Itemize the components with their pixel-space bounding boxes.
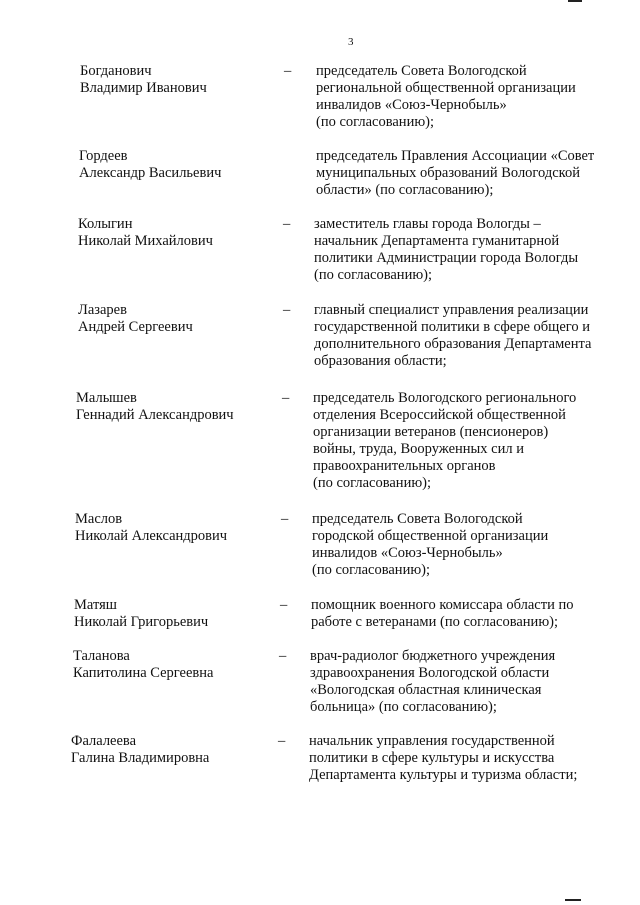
member-role-line: дополнительного образования Департамента: [314, 336, 592, 352]
member-role-line: председатель Правления Ассоциации «Совет: [316, 148, 595, 164]
member-role-line: (по согласованию);: [312, 562, 431, 578]
member-role-line: председатель Совета Вологодской: [316, 63, 527, 79]
member-role-line: помощник военного комиссара области по: [311, 597, 574, 613]
member-role-line: здравоохранения Вологодской области: [310, 665, 550, 681]
member-name-line: Николай Михайлович: [78, 233, 213, 249]
member-role-line: «Вологодская областная клиническая: [310, 682, 542, 698]
separator-dash: –: [279, 648, 287, 664]
separator-dash: –: [281, 511, 289, 527]
member-role-line: государственной политики в сфере общего и: [314, 319, 590, 335]
separator-dash: –: [278, 733, 286, 749]
member-name-line: Матяш: [74, 597, 117, 613]
member-role-line: инвалидов «Союз-Чернобыль»: [312, 545, 503, 561]
member-name-line: Богданович: [80, 63, 152, 79]
member-name-line: Колыгин: [78, 216, 133, 232]
member-role-line: (по согласованию);: [316, 114, 435, 130]
member-role-line: начальник управления государственной: [309, 733, 555, 749]
member-role: [316, 63, 616, 131]
member-role-line: инвалидов «Союз-Чернобыль»: [316, 97, 507, 113]
member-role-line: войны, труда, Вооруженных сил и: [313, 441, 524, 457]
member-name-line: Таланова: [73, 648, 130, 664]
member-name: [71, 733, 271, 767]
member-role: [314, 302, 614, 370]
member-role-line: организации ветеранов (пенсионеров): [313, 424, 549, 440]
member-role-line: политики Администрации города Вологды: [314, 250, 579, 266]
member-role-line: образования области;: [314, 353, 447, 369]
member-role-line: начальник Департамента гуманитарной: [314, 233, 560, 249]
member-role-line: правоохранительных органов: [313, 458, 496, 474]
member-role-line: Департамента культуры и туризма области;: [309, 767, 578, 783]
member-role: [309, 733, 609, 784]
member-role-line: муниципальных образований Вологодской: [316, 165, 580, 181]
member-name-line: Николай Григорьевич: [74, 614, 209, 630]
separator-dash: –: [282, 390, 290, 406]
scan-mark-top: [568, 0, 582, 2]
member-name: [76, 390, 276, 424]
member-role-line: работе с ветеранами (по согласованию);: [311, 614, 559, 630]
member-role-line: больница» (по согласованию);: [310, 699, 497, 715]
member-role-line: (по согласованию);: [313, 475, 432, 491]
member-name-line: Капитолина Сергеевна: [73, 665, 214, 681]
page-number: 3: [348, 36, 354, 48]
member-name: [73, 648, 273, 682]
member-name-line: Владимир Иванович: [80, 80, 207, 96]
member-name-line: Маслов: [75, 511, 123, 527]
member-role: [316, 148, 616, 199]
member-role-line: политики в сфере культуры и искусства: [309, 750, 555, 766]
member-name-line: Фалалеева: [71, 733, 137, 749]
member-name: [79, 148, 279, 182]
member-name-line: Николай Александрович: [75, 528, 228, 544]
member-name: [78, 216, 278, 250]
member-role-line: заместитель главы города Вологды –: [314, 216, 541, 232]
member-name: [80, 63, 280, 97]
member-role-line: врач-радиолог бюджетного учреждения: [310, 648, 556, 664]
member-role-line: председатель Вологодского регионального: [313, 390, 577, 406]
member-role-line: городской общественной организации: [312, 528, 549, 544]
member-name-line: Гордеев: [79, 148, 128, 164]
member-role-line: председатель Совета Вологодской: [312, 511, 523, 527]
member-role-line: (по согласованию);: [314, 267, 433, 283]
member-role: [312, 511, 612, 579]
member-role: [314, 216, 614, 284]
member-name-line: Геннадий Александрович: [76, 407, 234, 423]
member-name-line: Галина Владимировна: [71, 750, 210, 766]
member-name-line: Андрей Сергеевич: [78, 319, 193, 335]
separator-dash: –: [283, 302, 291, 318]
member-role: [311, 597, 611, 631]
member-role-line: области» (по согласованию);: [316, 182, 494, 198]
separator-dash: –: [283, 216, 291, 232]
member-role-line: региональной общественной организации: [316, 80, 576, 96]
scan-mark-bottom: [565, 899, 581, 901]
member-name: [74, 597, 274, 631]
member-role: [313, 390, 613, 492]
member-name-line: Александр Васильевич: [79, 165, 222, 181]
member-name: [75, 511, 275, 545]
member-name: [78, 302, 278, 336]
separator-dash: –: [284, 63, 292, 79]
member-name-line: Малышев: [76, 390, 137, 406]
separator-dash: –: [280, 597, 288, 613]
member-role: [310, 648, 610, 716]
member-role-line: отделения Всероссийской общественной: [313, 407, 566, 423]
member-name-line: Лазарев: [78, 302, 127, 318]
member-role-line: главный специалист управления реализации: [314, 302, 589, 318]
